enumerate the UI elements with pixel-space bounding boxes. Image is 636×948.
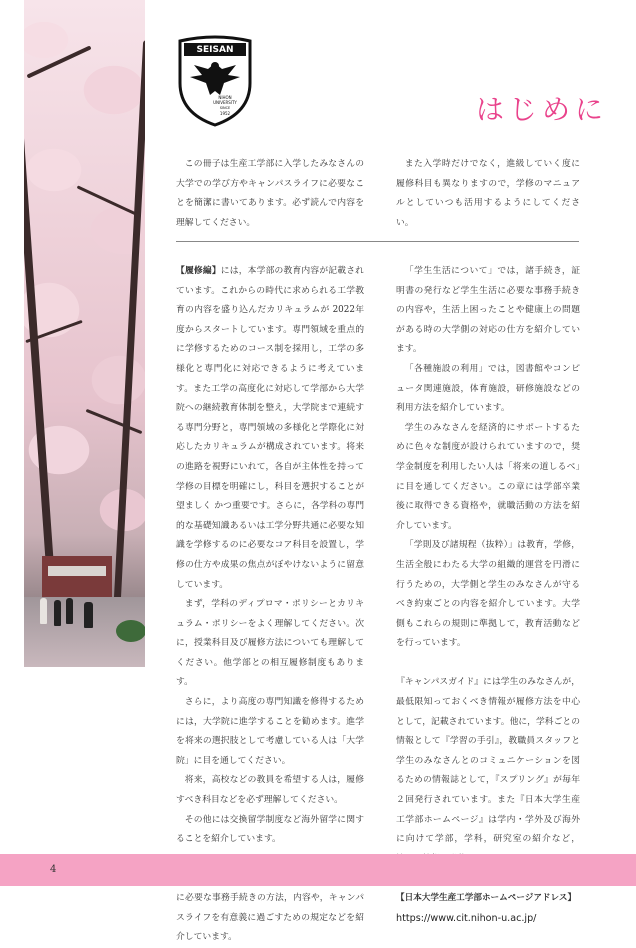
campus-guide-paragraph: 『キャンパスガイド』には学生のみなさんが，最低限知っておくべき情報が履修方法を中心として，記載されています。他に，学科ごとの情報として『学習の手引』，教職員スタッフと学生のみなさんとのコミュニケーションを図るための情報誌として，『スプリング』が毎年２回発行されています。また『日本大学生産工学部ホームページ』は学内・学外及び海外に向けて学部，学科，研究室の紹介など， (396, 677, 580, 845)
scholarship-paragraph: 学生のみなさんを経済的にサポートするために色々な制度が設けられていますので，奨学金制度を利用したい人は「将来の道しるべ」に目を通してください。この章には学部卒業後に取得できる資格や，就職活動の方法を紹介しています。 (396, 422, 580, 531)
page-number: 4 (50, 864, 57, 875)
student-life-paragraph: 「学生生活について」では，諸手続き，証明書の発行など学生生活に必要な事務手続きの内容や，生活上困ったことや健康上の問題がある時の大学側の対応の仕方を紹介しています。 (396, 266, 580, 355)
graduate-paragraph: さらに，より高度の専門知識を修得するためには，大学院に進学することを勧めます。進学を将来の選択肢として考慮している人は「大学院」に目を通してください。 (176, 697, 364, 766)
emblem-year: 1952 (219, 111, 231, 116)
intro-right-text: また入学時だけでなく，進級していく度に履修科目も異なりますので，学修のマニュアルとしていつも活用するようにしてください。 (396, 159, 580, 228)
cherry-blossom-photo (24, 0, 145, 667)
teacher-paragraph: 将来，高校などの教員を希望する人は，履修すべき科目などを必ず理解してください。 (176, 775, 364, 806)
emblem-name: SEISAN (196, 45, 234, 55)
life-section-text: に必要な事務手続きの方法，内容や，キャンパスライフを有意義に過ごすための規定などを紹介しています。 (176, 893, 364, 943)
intro-left-text: この冊子は生産工学部に入学したみなさんの大学での学び方やキャンパスライフに必要なことを簡潔に書いてあります。必ず読んで内容を理解してください。 (176, 159, 364, 228)
study-abroad-paragraph: その他には交換留学制度など海外留学に関することを紹介しています。 (176, 814, 364, 845)
page-title: はじめに (475, 93, 608, 126)
course-section-text: には，本学部の教育内容が記載されています。これからの時代に求められる工学教育の内容を盛り込んだカリキュラムが 2022年度からスタートしています。専門領域を重点的に学修するためのコース制を採用し，工学の多様化と専門化に対応できるように考えています。また工学の高度化に対応して学部から大学院への継続教育体制を整え，大学院まで連続する専門分野と，専門領域の多様化と学際化に対応したカリキュラムが構成されています。将来の進路を視野にいれて，各自が主体性を持って学修の目標を明確にし，科目を選択することが望ましく かつ重要です。さらに，各学科の専門的な基礎知識あるいは工学分野共通に必要な知識を学修するのに必要なコア科目を設置し，学修の仕方や成果の焦点がぼやけないように留意しています。 (176, 266, 364, 590)
seisan-emblem (176, 33, 254, 127)
course-section-paragraph (176, 262, 364, 595)
emblem-line1: NIHON (218, 95, 232, 100)
intro-left (176, 155, 364, 233)
emblem-line3: SINCE (219, 106, 231, 110)
divider (176, 241, 579, 242)
right-column (396, 262, 580, 928)
emblem-line2: UNIVERSITY (213, 100, 237, 105)
intro-right (396, 155, 580, 233)
course-section-heading: 【履修編】 (176, 266, 221, 276)
footer-band (0, 854, 636, 886)
facilities-paragraph: 「各種施設の利用」では，図書館やコンピュータ関連施設，体育施設，研修施設などの利用方法を紹介しています。 (396, 363, 580, 414)
homepage-url-link[interactable]: https://www.cit.nihon-u.ac.jp/ (396, 912, 537, 924)
rules-paragraph: 「学則及び諸規程（抜粋）」は教育，学修，生活全般にわたる大学の組織的運営を円滑に行うための，大学側と学生のみなさんが守るべき約束ごとの内容を紹介しています。大学側もこれらの規則に準拠して，教育活動などを行っています。 (396, 540, 580, 649)
homepage-heading: 【日本大学生産工学部ホームページアドレス】 (396, 893, 577, 903)
policy-paragraph: まず，学科のディプロマ・ポリシーとカリキュラム・ポリシーをよく理解してください。次に，授業科目及び履修方法についても理解してください。他学部との相互履修制度もあります。 (176, 599, 364, 688)
left-column (176, 262, 364, 948)
